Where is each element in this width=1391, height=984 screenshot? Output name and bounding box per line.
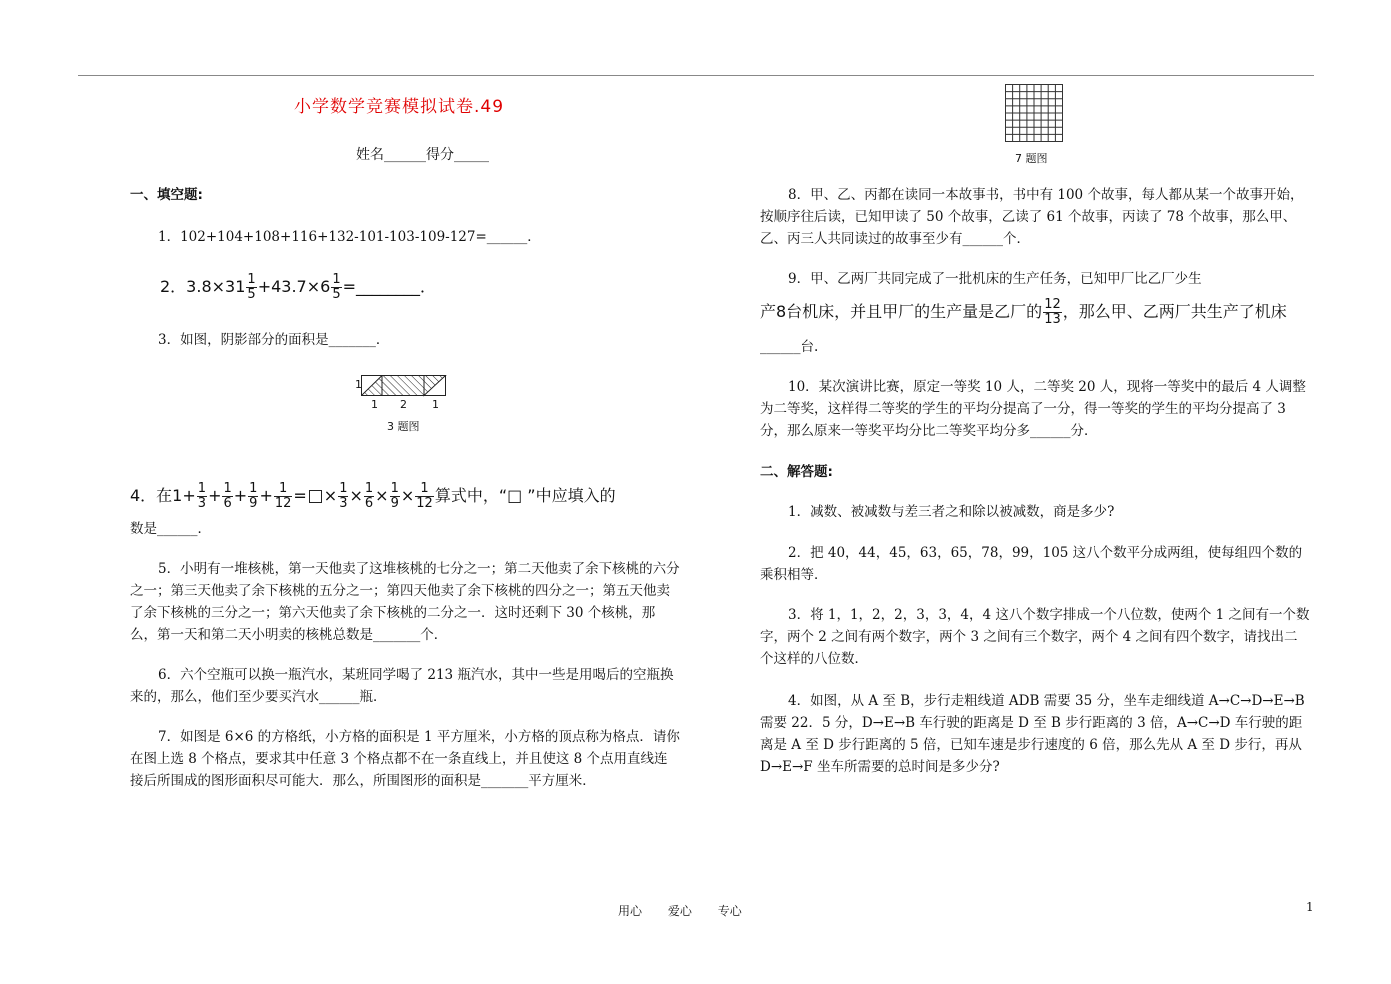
footer-motto [618,902,764,919]
q4-fraction-5 [338,482,348,511]
q4-f5-den: 3 [339,496,348,511]
fig7-caption: 7 题图 [1015,152,1048,165]
q4-text-b: 算式中，“□ ”中应填入的 [434,486,616,505]
q2-text-b: +43.7×6 [257,277,331,296]
fig3-bottom-label-1: 1 [371,398,378,411]
answer-question-4: 4．如图，从 A 至 B，步行走粗线道 ADB 需要 35 分，坐车走细线道 A→C→D→E→B 需要 22．5 分，D→E→B 车行驶的距离是 D 至 B 步行距离的 3 倍，A→C→D 车行驶的距离是 A 至 D 步行距离的 5 倍，已知车速是步行速度的 6 倍，那么先从 A 至 D 步行，再从 D→E→F 坐车所需要的总时间是多少分? [760,693,1305,775]
q4-f1-num: 1 [197,481,207,496]
q4-fraction-6 [364,482,374,511]
question-4-line2: 数是______． [130,521,211,537]
q2-f1-den: 5 [247,287,256,302]
fig3-left-label: 1 [355,378,362,391]
q4-f3-num: 1 [249,481,258,496]
question-5: 5．小明有一堆核桃，第一天他卖了这堆核桃的七分之一；第二天他卖了余下核桃的六分之一；第三天他卖了余下核桃的五分之一；第四天他卖了余下核桃的四分之一；第五天他卖了余下核桃的三分之一；第六天他卖了余下核桃的二分之一．这时还剩下 30 个核桃，那么，第一天和第二天小明卖的核桃总数是_______个． [130,561,680,643]
q4-f7-num: 1 [390,481,399,496]
page-number: 1 [1306,900,1314,914]
header-rule [78,75,1314,76]
q9-text-b: ，那么甲、乙两厂共生产了机床 [1062,302,1287,321]
fig3-caption: 3 题图 [387,420,420,433]
q4-f6-den: 6 [364,496,374,511]
question-10: 10．某次演讲比赛，原定一等奖 10 人，二等奖 20 人，现将一等奖中的最后 4 人调整为二等奖，这样得二等奖的学生的平均分提高了一分，得一等奖的学生的平均分提高了 3 分，那么原来一等奖平均分比二等奖平均分多______分． [760,379,1306,439]
fig3-shaded-rectangle [361,375,447,397]
q9-num: 12 [1044,297,1061,312]
q4-f4-den: 12 [274,496,292,511]
q4-f6-num: 1 [364,481,374,496]
q4-fraction-7 [390,482,400,511]
q4-fraction-2 [222,482,232,511]
q4-f4-num: 1 [274,482,293,497]
q4-blank-box [309,490,322,503]
answer-question-2: 2．把 40，44，45，63，65，78，99，105 这八个数平分成两组，使每组四个数的乘积相等． [760,545,1303,583]
q4-f5-num: 1 [339,481,348,496]
q4-fraction-3 [248,482,258,511]
question-9-line3: ______台. [760,339,819,355]
q4-fraction-4 [274,482,293,511]
fig7-grid [1005,84,1064,143]
q2-f2-num: 1 [332,272,341,287]
section-fill-blank: 一、填空题: [130,187,203,203]
q9-fraction [1043,298,1062,327]
q2-fraction-1 [246,273,256,302]
q4-fraction-1 [197,482,207,511]
q2-fraction-2 [331,273,341,302]
q4-f8-den: 12 [416,496,433,511]
fig3-bottom-label-3: 1 [432,398,439,411]
footer-word-2: 爱心 [667,904,692,918]
q2-text-c: =________． [342,277,437,296]
question-9-line1: 9．甲、乙两厂共同完成了一批机床的生产任务，已知甲厂比乙厂少生 [788,271,1202,287]
q4-fraction-8 [415,482,434,511]
q4-f8-num: 1 [415,482,434,497]
q4-f1-den: 3 [197,496,207,511]
footer-word-1: 用心 [618,904,643,918]
q4-f7-den: 9 [390,496,399,511]
q4-f2-den: 6 [223,496,232,511]
q4-f2-num: 1 [223,481,232,496]
q4-f3-den: 9 [249,496,258,511]
question-6: 6．六个空瓶可以换一瓶汽水，某班同学喝了 213 瓶汽水，其中一些是用喝后的空瓶换来的，那么，他们至少要买汽水______瓶． [130,667,674,705]
question-7: 7．如图是 6×6 的方格纸，小方格的面积是 1 平方厘米，小方格的顶点称为格点．请你在图上选 8 个格点，要求其中任意 3 个格点都不在一条直线上，并且使这 8 个点用直线连接后所围成的图形面积尽可能大．那么，所围图形的面积是_______平方厘米． [130,729,680,789]
footer-word-3: 专心 [717,904,742,918]
answer-question-1: 1．减数、被减数与差三者之和除以被减数，商是多少? [788,504,1115,520]
fig3-bottom-label-2: 2 [400,398,407,411]
q2-text-a: 2．3.8×31 [160,277,246,296]
question-2 [160,270,436,304]
q4-text-a: 4．在1+ [130,486,196,505]
q9-den: 13 [1044,312,1061,327]
q9-text-a: 产8台机床，并且甲厂的生产量是乙厂的 [760,302,1043,321]
question-8: 8．甲、乙、丙都在读同一本故事书，书中有 100 个故事，每人都从某一个故事开始，按顺序往后读，已知甲读了 50 个故事，乙读了 61 个故事，丙读了 78 个故事，那么甲、乙、丙三人共同读过的故事至少有______个． [760,187,1304,247]
question-9-line2 [760,294,1287,330]
question-4: 4．在1+ $\frac{1}{3}$ + $\frac{1}{6}$ + $\frac{1}{9}$ + $\frac{1}{12}$ = × $\frac{1}{3}$ × $\frac{1}{6}$ × $\frac{1}{9}$ × $\frac{1}{12}$ 算式中，“□ ”中应填入的 [130,481,616,511]
section-answer: 二、解答题: [760,464,833,480]
answer-question-3: 3．将 1，1，2，2，3，3，4，4 这八个数字排成一个八位数，使两个 1 之间有一个数字，两个 2 之间有两个数字，两个 3 之间有三个数字，两个 4 之间有四个数字，请找出二个这样的八位数． [760,607,1310,667]
question-1: 1．102+104+108+116+132-101-103-109-127=______． [158,229,541,245]
page-title: 小学数学竞赛模拟试卷.49 [294,97,505,117]
question-3: 3．如图，阴影部分的面积是_______． [158,332,390,348]
name-score-line: 姓名______得分_____ [356,147,489,163]
q2-f2-den: 5 [332,287,341,302]
q2-f1-num: 1 [247,272,256,287]
